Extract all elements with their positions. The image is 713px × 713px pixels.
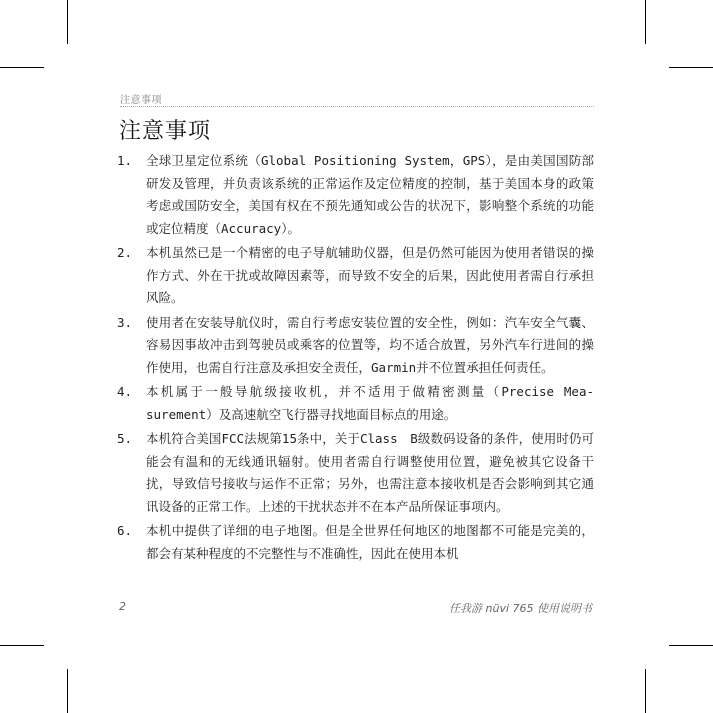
crop-mark xyxy=(67,0,68,44)
book-title: 任我游 nüvi 765 使用说明书 xyxy=(449,602,592,615)
item-number: 1. xyxy=(117,153,133,168)
crop-mark xyxy=(0,67,44,68)
running-head: 注意事项 xyxy=(120,95,162,106)
item-number: 3. xyxy=(117,314,133,330)
crop-mark xyxy=(669,645,713,646)
item-text: 本机虽然已是一个精密的电子导航辅助仪器，但是仍然可能因为使用者错误的操作方式、外在干扰或故障因素等，而导致不安全的后果，因此使用者需自行承担风险。 xyxy=(146,245,594,305)
page-title: 注意事项 xyxy=(119,119,212,144)
item-text: 使用者在安装导航仪时，需自行考虑安装位置的安全性，例如：汽车安全气囊、容易因事故冲击到驾驶员或乘客的位置等，均不适合放置，另外汽车行进间的操作使用，也需自行注意及承担安全责任，Garmin并不位置承担任何责任。 xyxy=(146,314,594,375)
crop-mark xyxy=(645,669,646,713)
crop-mark xyxy=(645,0,646,44)
crop-mark xyxy=(669,67,713,68)
item-number: 5. xyxy=(117,431,133,446)
notice-item-1 xyxy=(117,150,594,240)
crop-mark xyxy=(0,645,44,646)
item-number: 2. xyxy=(117,245,133,260)
notice-item-6 xyxy=(117,520,594,565)
notice-item-4 xyxy=(117,381,594,426)
notice-item-3 xyxy=(117,312,594,380)
item-text: 全球卫星定位系统（Global Positioning System，GPS），是由美国国防部研发及管理，并负责该系统的正常运作及定位精度的控制，基于美国本身的政策考虑或国防安全，美国有权在不预先通知或公告的状况下，影响整个系统的功能或定位精度（Accuracy）。 xyxy=(146,153,594,236)
header-divider xyxy=(120,106,594,107)
item-number: 4. xyxy=(117,384,133,399)
item-text: 本机属于一般导航级接收机，并不适用于做精密测量（Precise Mea-surement）及高速航空飞行器寻找地面目标点的用途。 xyxy=(146,384,594,422)
item-text: 本机符合美国FCC法规第15条中，关于Class B级数码设备的条件，使用时仍可能会有温和的无线通讯辐射。使用者需自行调整使用位置，避免被其它设备干扰，导致信号接收与运作不正常；另外，也需注意本接收机是否会影响到其它通讯设备的正常工作。上述的干扰状态并不在本产品所保证事项内。 xyxy=(146,431,594,514)
page-number: 2 xyxy=(119,600,126,613)
crop-mark xyxy=(67,669,68,713)
item-number: 6. xyxy=(117,523,133,538)
notice-item-2 xyxy=(117,242,594,310)
notice-item-5 xyxy=(117,428,594,518)
notice-list xyxy=(117,150,594,567)
item-text: 本机中提供了详细的电子地图。但是全世界任何地区的地图都不可能是完美的，都会有某种程度的不完整性与不准确性，因此在使用本机 xyxy=(146,523,594,561)
